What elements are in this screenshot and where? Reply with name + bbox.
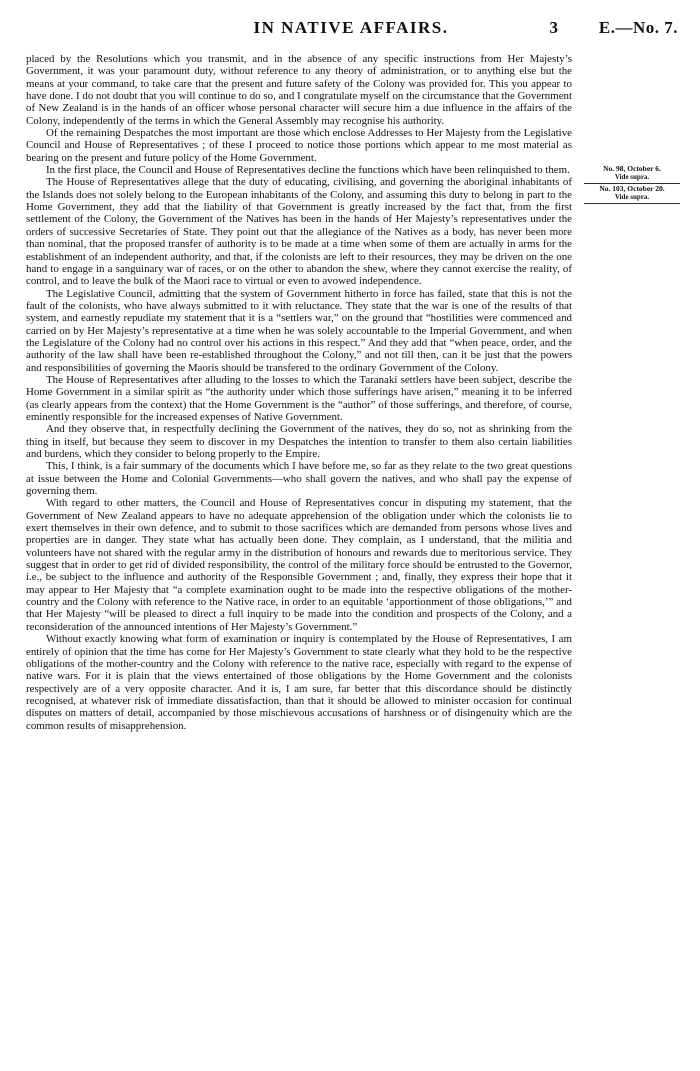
margin-note-ref: No. 98, October 6.	[603, 164, 661, 173]
margin-note-sub: Vide supra.	[584, 193, 680, 204]
margin-note-sub: Vide supra.	[584, 173, 680, 184]
paragraph: Of the remaining Despatches the most important are those which enclose Addresses to Her Majesty from the Legislative Council and House of Representatives ; of these I proceed to notice those portions which appear to me most material as bearing on the present and future policy of the Home Government.	[26, 127, 572, 164]
margin-note	[584, 164, 680, 184]
margin-note	[584, 184, 680, 204]
paragraph: In the first place, the Council and House of Representatives decline the functions which have been relinquished to them.	[46, 164, 570, 177]
paragraph: With regard to other matters, the Council and House of Representatives concur in disputing my statement, that the Government of New Zealand appears to have no adequate apprehension of the obligation under which the colonists lie to exert themselves in their own defence, and to submit to those sacrifices which are demanded from persons whose lives and properties are in danger. They state what has actually been done. They complain, as I understand, that the militia and volunteers have not shared with the regular army in the distribution of honours and rewards due to meritorious service. They suggest that in order to get rid of divided responsibility, the control of the military force should be entrusted to the Governor, i.e., be subject to the influence and authority of the Responsible Government ; and, finally, they express their hope that it may appear to Her Majesty that “a complete examination ought to be made into the respective obligations of the mother-country and the Colony with reference to the Native race, in order to an equitable ‘apportionment of those obligations,’” and that Her Majesty “will be pleased to direct a full inquiry to be made into the condition and prospects of the Colony, and a reconsideration of the announced intentions of Her Majesty’s Government.”	[26, 497, 572, 633]
margin-note-ref: No. 103, October 20.	[599, 184, 665, 193]
document-body	[26, 53, 572, 732]
page-number: 3	[549, 18, 558, 37]
paragraph: The House of Representatives after alluding to the losses to which the Taranaki settlers have been subject, describe the Home Government in a similar spirit as “the authority under which those sufferings have arisen,” meaning it to be inferred (as clearly appears from the context) that the Home Government is the “author” of those sufferings, and therefore, of course, eminently responsible for the increased expenses of Native Government.	[26, 373, 572, 423]
paragraph: placed by the Resolutions which you transmit, and in the absence of any specific instructions from Her Majesty’s Government, it was your paramount duty, without reference to any theory of administration, or to anything else but the means at your command, to take care that the present and future safety of the Colony was provided for. This you appear to have done. I do not doubt that you will continue to do so, and I congratulate myself on the circumstance that the Government of New Zealand is in the hands of an officer whose personal character will secure him a due influence in the affairs of the Colony, independently of the terms in which the General Assembly may recognise his authority.	[26, 53, 572, 127]
paragraph: And they observe that, in respectfully declining the Government of the natives, they do so, not as shrinking from the thing in itself, but because they seem to discover in my Despatches the intention to transfer to them also certain liabilities and burdens, which they consider to belong properly to the Empire.	[26, 423, 572, 460]
document-number: E.—No. 7.	[598, 18, 678, 37]
paragraph: The Legislative Council, admitting that the system of Government hitherto in force has failed, state that this is not the fault of the colonists, who have always submitted to it with reluctance. They state that the war is one of the results of that system, and earnestly repudiate my statement that it is a “settlers war,” on the ground that “hostilities were commenced and carried on by Her Majesty’s representative at a time when he was solely accountable to the Imperial Government, and when the Legislature of the Colony had no control over his actions in this respect.” And they add that “when peace, order, and the authority of the law shall have been re-established throughout the Colony,” and not till then, can it be just that the powers and responsibilities of governing the Maoris should be transfered to the ordinary Government of the Colony.	[26, 287, 572, 374]
page-header	[24, 18, 678, 42]
paragraph: This, I think, is a fair summary of the documents which I have before me, so far as they relate to the two great questions at issue between the Home and Colonial Governments—who shall govern the natives, and who shall pay the expense of governing them.	[26, 460, 572, 498]
paragraph: The House of Representatives allege that the duty of educating, civilising, and governing the aboriginal inhabitants of the Islands does not solely belong to the European inhabitants of the Colony, and assuming this duty to belong in part to the Home Government, they add that the liability of that Government is greatly increased by the fact that, from the first settlement of the Colony, the Government of the Natives has been in the hands of Her Majesty’s representatives under the orders of successive Secretaries of State. They point out that the allegiance of the Natives as a body, has never been more than nominal, that the proposed transfer of authority is to be made at a time when some of them are actually in arms for the establishment of an independent authority, and that, if the colonists are left to their resources, they may be driven on the one hand to engage in a sanguinary war of races, or on the other to abandon the shew, where they cannot exercise the reality, of control, and to leave the bulk of the Maori race to virtual or even to avowed independence.	[26, 176, 572, 288]
paragraph: Without exactly knowing what form of examination or inquiry is contemplated by the House of Representatives, I am entirely of opinion that the time has come for Her Majesty’s Government to state clearly what they hold to be the respective obligations of the mother-country and the Colony with reference to the native race, especially with regard to the expense of native wars. For it is plain that the views entertained of those obligations by the Home Government and the colonists respectively are of a very opposite character. And it is, I am sure, far better that this discordance should be distinctly recognised, at whatever risk of immediate dissatisfaction, than that it should be allowed to minister occasion for continual disputes on matters of detail, accompanied by those mischievous accusations of harshness or of disingenuity which are the common results of misapprehension.	[26, 633, 572, 732]
running-title: IN NATIVE AFFAIRS.	[253, 18, 449, 37]
